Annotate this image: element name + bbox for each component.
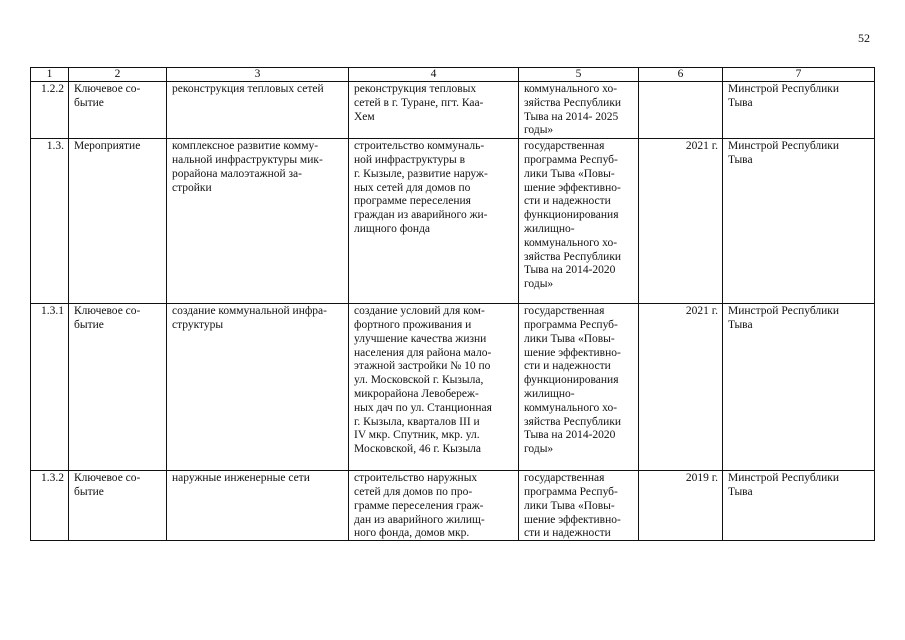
header-cell-3: 3 bbox=[167, 68, 349, 82]
cell-program-line: жилищно- bbox=[524, 387, 575, 400]
cell-result-line: фортного проживания и bbox=[354, 318, 472, 331]
cell-program-line: программа Респуб- bbox=[524, 318, 618, 331]
cell-result-line: г. Кызыле, развитие наруж- bbox=[354, 167, 488, 180]
cell-name-line: наружные инженерные сети bbox=[172, 472, 310, 485]
cell-executor bbox=[723, 139, 875, 304]
cell-program-line: Тыва на 2014-2020 bbox=[524, 264, 616, 277]
cell-number-text: 1.3.2 bbox=[41, 472, 64, 485]
cell-program-line: зяйства Республики bbox=[524, 250, 622, 263]
activities-table bbox=[30, 67, 875, 541]
cell-program-line: программа Респуб- bbox=[524, 153, 618, 166]
header-row bbox=[31, 68, 875, 82]
header-cell-1: 1 bbox=[31, 68, 69, 82]
cell-result-line: Московской, 46 г. Кызыла bbox=[354, 443, 482, 456]
cell-result-line: ной инфраструктуры в bbox=[354, 153, 466, 166]
cell-name-line: реконструкция тепловых сетей bbox=[172, 83, 324, 95]
cell-result-line: ул. Московской г. Кызыла, bbox=[354, 374, 484, 387]
cell-number-text: 1.2.2 bbox=[41, 83, 64, 95]
cell-name-line: создание коммунальной инфра- bbox=[172, 305, 327, 318]
cell-program-line: сти и надежности bbox=[524, 195, 611, 208]
cell-program bbox=[519, 139, 639, 304]
cell-year bbox=[639, 304, 723, 471]
cell-result-line: ного фонда, домов мкр. bbox=[354, 527, 470, 540]
cell-result-line: ных дач по ул. Станционная bbox=[354, 401, 492, 414]
cell-program bbox=[519, 82, 639, 139]
page-number: 52 bbox=[858, 31, 870, 45]
cell-result-line: реконструкция тепловых bbox=[354, 83, 477, 95]
cell-number-text: 1.3.1 bbox=[41, 305, 64, 318]
cell-type-line: бытие bbox=[74, 318, 104, 331]
cell-result-line: граждан из аварийного жи- bbox=[354, 209, 488, 222]
cell-number bbox=[31, 304, 69, 471]
cell-program-line: программа Респуб- bbox=[524, 485, 618, 498]
cell-program bbox=[519, 304, 639, 471]
cell-result-line: строительство коммуналь- bbox=[354, 140, 485, 153]
cell-program-line: Тыва на 2014-2020 bbox=[524, 429, 616, 442]
header-cell-4: 4 bbox=[349, 68, 519, 82]
cell-executor-line: Тыва bbox=[728, 96, 753, 109]
cell-result bbox=[349, 139, 519, 304]
cell-type bbox=[69, 471, 167, 541]
cell-number bbox=[31, 82, 69, 139]
cell-type bbox=[69, 82, 167, 139]
cell-result-line: сетей в г. Туране, пгт. Каа- bbox=[354, 96, 484, 109]
cell-result-line: ных сетей для домов по bbox=[354, 181, 471, 194]
cell-executor-line: Тыва bbox=[728, 318, 753, 331]
cell-year bbox=[639, 471, 723, 541]
cell-result bbox=[349, 471, 519, 541]
cell-executor bbox=[723, 82, 875, 139]
cell-result-line: грамме переселения граж- bbox=[354, 499, 484, 512]
cell-name-line: комплексное развитие комму- bbox=[172, 140, 319, 153]
cell-program-line: Тыва на 2014- 2025 bbox=[524, 110, 619, 123]
cell-name-line: стройки bbox=[172, 181, 212, 194]
cell-program-line: лики Тыва «Повы- bbox=[524, 332, 615, 345]
cell-result-line: этажной застройки № 10 по bbox=[354, 360, 491, 373]
cell-program-line: зяйства Республики bbox=[524, 415, 622, 428]
cell-program-line: шение эффективно- bbox=[524, 346, 621, 359]
cell-result-line: программе переселения bbox=[354, 195, 471, 208]
table-row bbox=[31, 304, 875, 471]
cell-program-line: сти и надежности bbox=[524, 527, 611, 540]
cell-name bbox=[167, 471, 349, 541]
cell-executor-line: Минстрой Республики bbox=[728, 83, 840, 95]
cell-year-text: 2021 г. bbox=[685, 305, 718, 318]
cell-executor-line: Тыва bbox=[728, 485, 753, 498]
table-row bbox=[31, 82, 875, 139]
cell-result-line: улучшение качества жизни bbox=[354, 332, 487, 345]
cell-year bbox=[639, 139, 723, 304]
cell-type bbox=[69, 139, 167, 304]
cell-program-line: функционирования bbox=[524, 374, 619, 387]
cell-program-line: государственная bbox=[524, 305, 605, 318]
cell-type-line: бытие bbox=[74, 96, 104, 109]
cell-program-line: государственная bbox=[524, 140, 605, 153]
cell-result-line: г. Кызыла, кварталов III и bbox=[354, 415, 480, 428]
cell-name-line: нальной инфраструктуры мик- bbox=[172, 153, 323, 166]
cell-number bbox=[31, 139, 69, 304]
cell-result-line: сетей для домов по про- bbox=[354, 485, 473, 498]
cell-result-line: дан из аварийного жилищ- bbox=[354, 513, 485, 526]
cell-type-line: Ключевое со- bbox=[74, 305, 141, 318]
header-cell-5: 5 bbox=[519, 68, 639, 82]
cell-program-line: годы» bbox=[524, 443, 554, 456]
cell-result-line: населения для района мало- bbox=[354, 346, 492, 359]
cell-result bbox=[349, 304, 519, 471]
cell-program-line: лики Тыва «Повы- bbox=[524, 499, 615, 512]
cell-name-line: рорайона малоэтажной за- bbox=[172, 167, 302, 180]
cell-name bbox=[167, 304, 349, 471]
cell-year-text: 2019 г. bbox=[685, 472, 718, 485]
cell-program-line: зяйства Республики bbox=[524, 96, 622, 109]
cell-program-line: жилищно- bbox=[524, 222, 575, 235]
cell-program-line: годы» bbox=[524, 124, 554, 137]
cell-result bbox=[349, 82, 519, 139]
cell-program bbox=[519, 471, 639, 541]
cell-type-line: бытие bbox=[74, 485, 104, 498]
cell-program-line: годы» bbox=[524, 278, 554, 291]
cell-executor bbox=[723, 304, 875, 471]
cell-year bbox=[639, 82, 723, 139]
cell-name bbox=[167, 139, 349, 304]
cell-program-line: коммунального хо- bbox=[524, 236, 618, 249]
cell-year-text: 2021 г. bbox=[685, 140, 718, 153]
cell-result-line: строительство наружных bbox=[354, 472, 478, 485]
cell-program-line: государственная bbox=[524, 472, 605, 485]
header-cell-7: 7 bbox=[723, 68, 875, 82]
header-cell-6: 6 bbox=[639, 68, 723, 82]
cell-type-line: Ключевое со- bbox=[74, 472, 141, 485]
cell-result-line: Хем bbox=[354, 110, 375, 123]
cell-type bbox=[69, 304, 167, 471]
cell-number bbox=[31, 471, 69, 541]
cell-result-line: IV мкр. Спутник, мкр. ул. bbox=[354, 429, 480, 442]
cell-program-line: коммунального хо- bbox=[524, 83, 618, 95]
cell-name-line: структуры bbox=[172, 318, 224, 331]
cell-executor-line: Минстрой Республики bbox=[728, 305, 840, 318]
table-row bbox=[31, 471, 875, 541]
cell-executor bbox=[723, 471, 875, 541]
cell-executor-line: Минстрой Республики bbox=[728, 472, 840, 485]
cell-type-line: Мероприятие bbox=[74, 140, 141, 153]
cell-executor-line: Тыва bbox=[728, 153, 753, 166]
cell-type-line: Ключевое со- bbox=[74, 83, 141, 95]
cell-result-line: лищного фонда bbox=[354, 222, 431, 235]
cell-executor-line: Минстрой Республики bbox=[728, 140, 840, 153]
cell-result-line: создание условий для ком- bbox=[354, 305, 485, 318]
table-row bbox=[31, 139, 875, 304]
header-cell-2: 2 bbox=[69, 68, 167, 82]
cell-result-line: микрорайона Левобереж- bbox=[354, 387, 479, 400]
cell-program-line: лики Тыва «Повы- bbox=[524, 167, 615, 180]
cell-program-line: функционирования bbox=[524, 209, 619, 222]
cell-name bbox=[167, 82, 349, 139]
cell-program-line: коммунального хо- bbox=[524, 401, 618, 414]
cell-program-line: сти и надежности bbox=[524, 360, 611, 373]
cell-program-line: шение эффективно- bbox=[524, 513, 621, 526]
cell-number-text: 1.3. bbox=[46, 140, 64, 153]
cell-program-line: шение эффективно- bbox=[524, 181, 621, 194]
